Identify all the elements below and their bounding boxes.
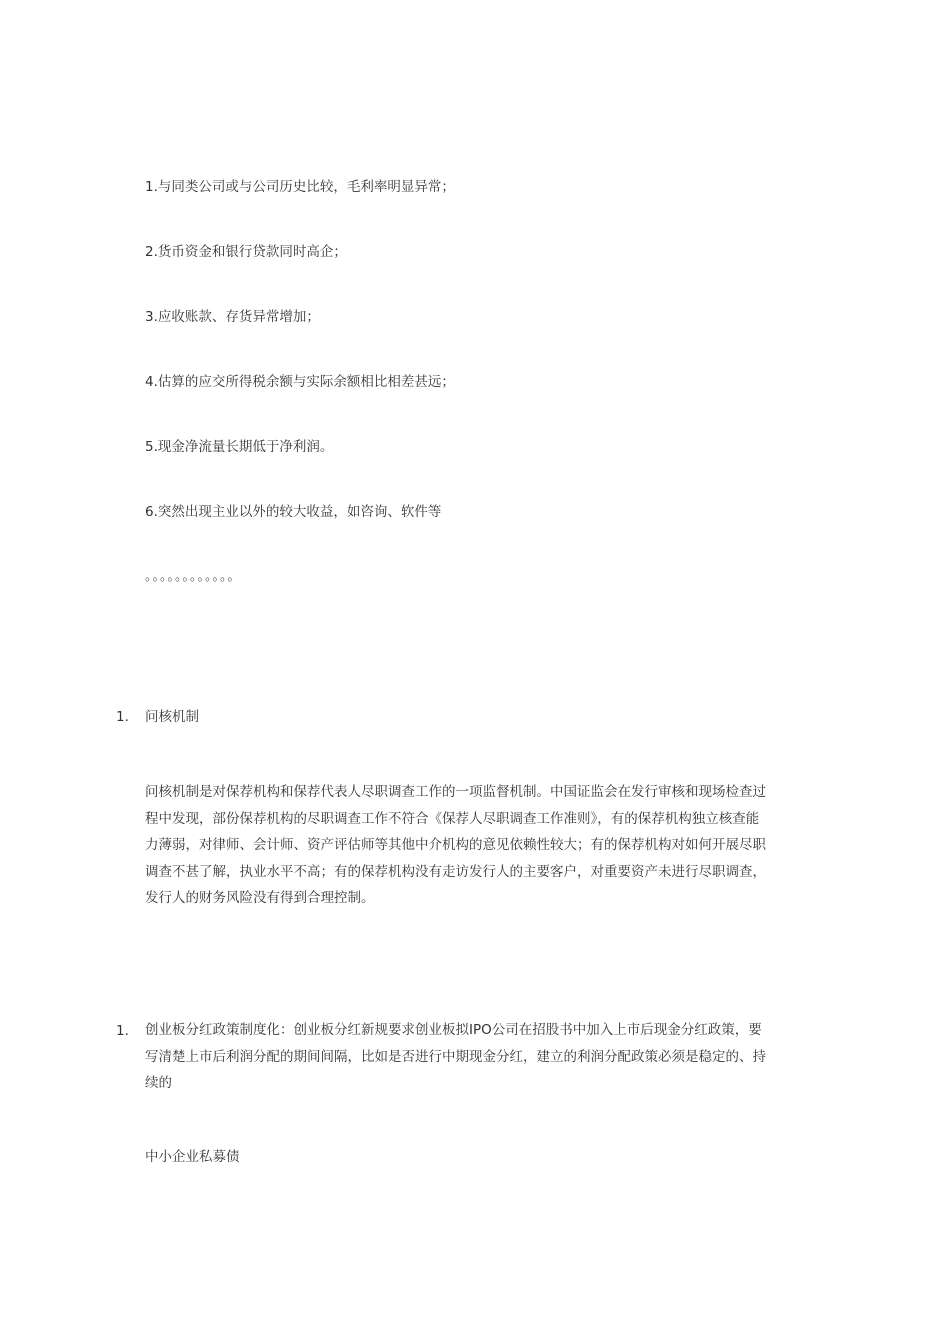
list-item-2: 2.货币资金和银行贷款同时高企；: [145, 244, 347, 260]
section1-heading: 问核机制: [145, 709, 199, 725]
paragraph-line: 调查不甚了解，执业水平不高；有的保荐机构没有走访发行人的主要客户，对重要资产未进行尽职调查，: [145, 863, 766, 880]
list-item-1: 1.与同类公司或与公司历史比较，毛利率明显异常；: [145, 179, 455, 195]
ellipsis-line: 。。。。。。。。。。。。: [145, 569, 242, 584]
list-item-4: 4.估算的应交所得税余额与实际余额相比相差甚远；: [145, 374, 455, 390]
paragraph-line: 写清楚上市后利润分配的期间间隔，比如是否进行中期现金分红，建立的利润分配政策必须是稳定的、持: [145, 1048, 766, 1065]
paragraph-line: 发行人的财务风险没有得到合理控制。: [145, 890, 375, 906]
paragraph-line: 创业板分红政策制度化：创业板分红新规要求创业板拟IPO公司在招股书中加入上市后现金分红政策，要: [145, 1022, 762, 1038]
paragraph-line: 续的: [145, 1075, 172, 1091]
list-item-5: 5.现金净流量长期低于净利润。: [145, 439, 334, 455]
paragraph-line: 程中发现，部份保荐机构的尽职调查工作不符合《保荐人尽职调查工作准则》，有的保荐机构独立核查能: [145, 810, 760, 827]
section1-number: 1.: [116, 709, 129, 725]
footer-heading: 中小企业私募债: [145, 1149, 240, 1165]
section2-paragraph: [145, 1017, 810, 1097]
section2-number: 1.: [116, 1023, 129, 1039]
paragraph-line: 力薄弱，对律师、会计师、资产评估师等其他中介机构的意见依赖性较大；有的保荐机构对如何开展尽职: [145, 837, 766, 853]
paragraph-line: 问核机制是对保荐机构和保荐代表人尽职调查工作的一项监督机制。中国证监会在发行审核和现场检查过: [145, 784, 766, 800]
list-item-6: 6.突然出现主业以外的较大收益，如咨询、软件等: [145, 504, 442, 520]
section1-paragraph: [145, 779, 810, 912]
list-item-3: 3.应收账款、存货异常增加；: [145, 309, 320, 325]
